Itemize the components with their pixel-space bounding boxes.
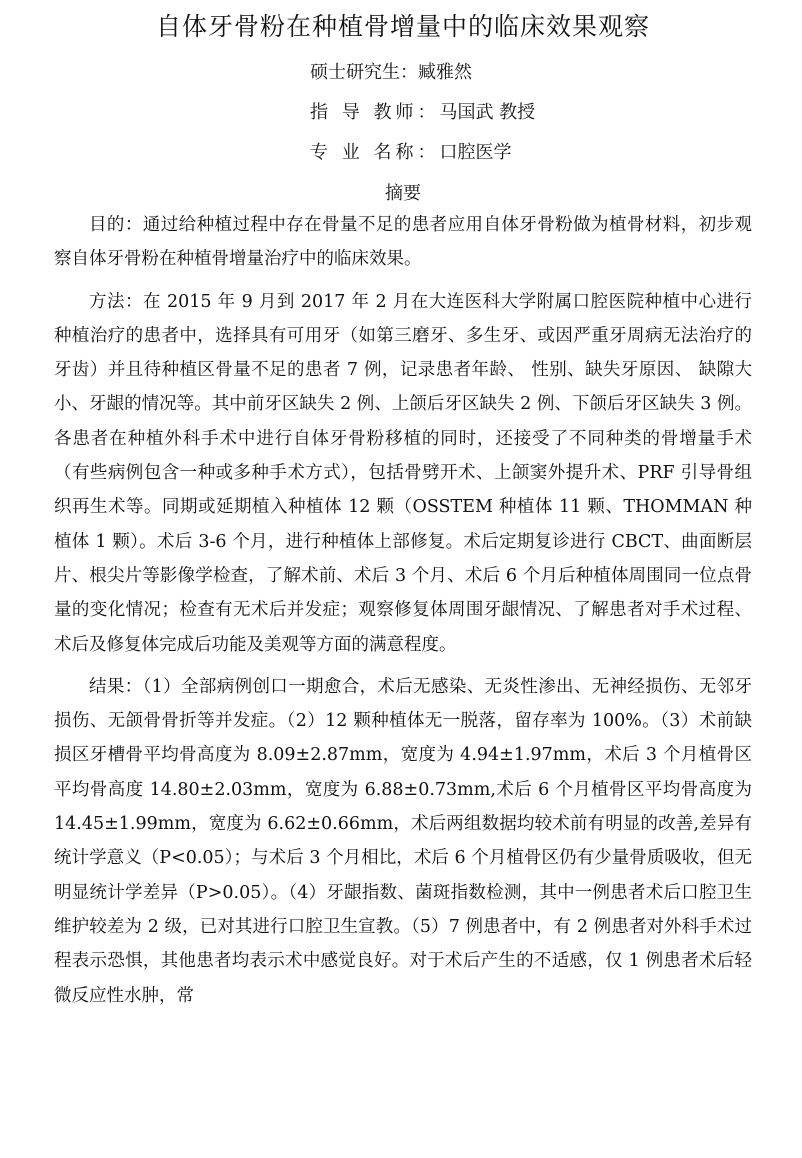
document-page: [0, 10, 802, 1158]
meta-row-student: [310, 62, 752, 83]
meta-value: 臧雅然: [418, 62, 472, 83]
results-paragraph: [54, 670, 752, 1013]
paper-title: 自体牙骨粉在种植骨增量中的临床效果观察: [155, 12, 650, 41]
meta-label: 硕士研究生：: [310, 62, 418, 83]
meta-label: 专 业 名称：: [310, 142, 440, 163]
objective-paragraph: [54, 208, 752, 277]
abstract-heading: 摘要: [385, 183, 421, 204]
methods-paragraph: [54, 285, 752, 662]
methods-lead: 方法：: [89, 291, 143, 312]
objective-lead: 目的：: [89, 215, 143, 235]
methods-text: 在 2015 年 9 月到 2017 年 2 月在大连医科大学附属口腔医院种植中心进行种植治疗的患者中，选择具有可用牙（如第三磨牙、多生牙、或因严重牙周病无法治疗的牙齿）并且待种植区骨量不足的患者 7 例，记录患者年龄、 性别、缺失牙原因、 缺隙大小、牙龈的情况等。其中前牙区缺失 2 例、上颌后牙区缺失 2 例、下颌后牙区缺失 3 例。各患者在种植外科手术中进行自体牙骨粉移植的同时，还接受了不同种类的骨增量手术（有些病例包含一种或多种手术方式），包括骨劈开术、上颌窦外提升术、PRF 引导骨组织再生术等。同期或延期植入种植体 12 颗（OSSTEM 种植体 11 颗、THOMMAN 种植体 1 颗）。术后 3-6 个月，进行种植体上部修复。术后定期复诊进行 CBCT、曲面断层片、根尖片等影像学检查，了解术前、术后 3 个月、术后 6 个月后种植体周围同一位点骨量的变化情况；检查有无术后并发症；观察修复体周围牙龈情况、了解患者对手术过程、术后及修复体完成后功能及美观等方面的满意程度。: [54, 291, 753, 655]
meta-label: 指 导 教师：: [310, 102, 440, 123]
meta-row-major: [310, 142, 752, 163]
author-info: [54, 62, 752, 163]
meta-value: 马国武 教授: [439, 102, 536, 123]
results-lead: 结果：: [89, 676, 143, 697]
meta-value: 口腔医学: [439, 142, 512, 163]
results-text: （1）全部病例创口一期愈合，术后无感染、无炎性渗出、无神经损伤、无邻牙损伤、无颌骨骨折等并发症。（2）12 颗种植体无一脱落，留存率为 100%。（3）术前缺损区牙槽骨平均骨高度为 8.09±2.87mm，宽度为 4.94±1.97mm，术后 3 个月植骨区平均骨高度 14.80±2.03mm，宽度为 6.88±0.73mm,术后 6 个月植骨区平均骨高度为 14.45±1.99mm，宽度为 6.62±0.66mm，术后两组数据均较术前有明显的改善,差异有统计学意义（P<0.05）；与术后 3 个月相比，术后 6 个月植骨区仍有少量骨质吸收，但无明显统计学差异（P>0.05）。（4）牙龈指数、菌斑指数检测，其中一例患者术后口腔卫生维护较差为 2 级，已对其进行口腔卫生宣教。（5）7 例患者中，有 2 例患者对外科手术过程表示恐惧，其他患者均表示术中感觉良好。对于术后产生的不适感，仅 1 例患者术后轻微反应性水肿，常: [54, 676, 753, 1006]
objective-text: 通过给种植过程中存在骨量不足的患者应用自体牙骨粉做为植骨材料，初步观察自体牙骨粉在种植骨增量治疗中的临床效果。: [54, 215, 753, 270]
meta-row-advisor: [310, 102, 752, 123]
